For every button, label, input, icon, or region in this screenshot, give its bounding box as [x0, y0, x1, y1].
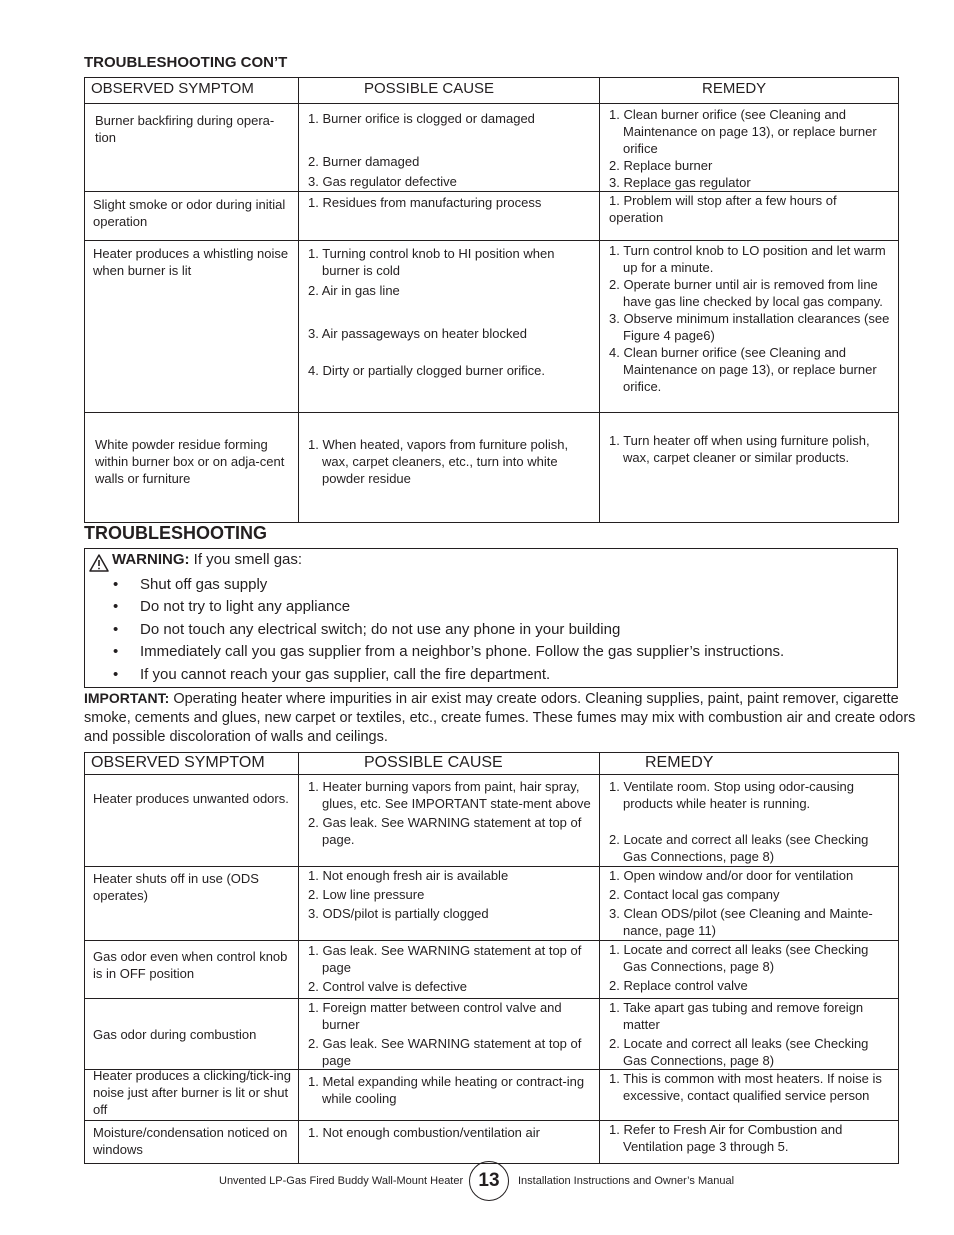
cause-item: 3. Gas regulator defective — [308, 174, 457, 189]
warning-icon — [89, 554, 109, 577]
header-symptom: OBSERVED SYMPTOM — [91, 754, 265, 771]
remedy-item: 1. Locate and correct all leaks (see Checking Gas Connections, page 8) — [609, 942, 869, 974]
cause-item: 1. Burner orifice is clogged or damaged — [308, 111, 535, 126]
symptom-text: Slight smoke or odor during initial operation — [93, 197, 286, 229]
cause-item: 1. Residues from manufacturing process — [308, 195, 542, 210]
remedy-item: 1. Turn heater off when using furniture polish, wax, carpet cleaner or similar products. — [609, 433, 870, 465]
cause-item: 1. Foreign matter between control valve and burner — [308, 1000, 562, 1032]
warning-label: WARNING: — [112, 551, 190, 568]
cause-item: 1. When heated, vapors from furniture polish, wax, carpet cleaners, etc., turn into white powder residue — [308, 437, 569, 486]
cause-item: 2. Control valve is defective — [308, 979, 467, 994]
cause-item: 2. Burner damaged — [308, 154, 420, 169]
important-note: IMPORTANT: Operating heater where impurities in air exist may create odors. Cleaning supplies, paint, paint remover, cigarette smoke, cements and glues, new carpet or textiles, etc., create fumes. These fumes may mix with combustion air and create odors and possible discoloration of walls and ceilings. — [84, 690, 916, 745]
header-cause: POSSIBLE CAUSE — [364, 754, 503, 771]
remedy-item: 3. Replace gas regulator — [609, 175, 751, 190]
cause-item: 2. Air in gas line — [308, 283, 400, 298]
table-row — [85, 999, 899, 1070]
remedy-item: 1. This is common with most heaters. If noise is excessive, contact qualified service person — [609, 1071, 882, 1103]
remedy-item: 2. Locate and correct all leaks (see Checking Gas Connections, page 8) — [609, 832, 869, 864]
remedy-item: 4. Clean burner orifice (see Cleaning and Maintenance on page 13), or replace burner orifice. — [609, 345, 877, 394]
table-row — [85, 413, 899, 523]
remedy-item: 3. Observe minimum installation clearances (see Figure 4 page6) — [609, 311, 890, 343]
header-symptom: OBSERVED SYMPTOM — [91, 80, 254, 97]
remedy-item: 2. Operate burner until air is removed from line have gas line checked by local gas company. — [609, 277, 883, 309]
symptom-text: Heater produces a clicking/tick-ing noise just after burner is lit or shut off — [93, 1068, 291, 1117]
cause-item: 1. Not enough combustion/ventilation air — [308, 1125, 540, 1140]
cause-item: 1. Gas leak. See WARNING statement at top of page — [308, 943, 582, 975]
table-row — [85, 104, 899, 192]
symptom-text: Burner backfiring during opera-tion — [95, 113, 275, 145]
table-header-row — [85, 78, 899, 104]
remedy-item: 1. Open window and/or door for ventilation — [609, 868, 854, 883]
table-row — [85, 775, 899, 867]
remedy-item: 1. Take apart gas tubing and remove foreign matter — [609, 1000, 864, 1032]
symptom-text: Heater produces a whistling noise when burner is lit — [93, 246, 289, 278]
cause-item: 1. Heater burning vapors from paint, hair spray, glues, etc. See IMPORTANT state-ment above — [308, 779, 591, 811]
remedy-item: 2. Replace control valve — [609, 978, 748, 993]
footer-manual-title: Installation Instructions and Owner’s Manual — [518, 1175, 735, 1187]
symptom-text: Moisture/condensation noticed on windows — [93, 1125, 288, 1157]
remedy-item: 2. Contact local gas company — [609, 887, 780, 902]
cause-item: 1. Metal expanding while heating or contract-ing while cooling — [308, 1074, 585, 1106]
troubleshooting-table-2 — [84, 752, 899, 1164]
symptom-text: Gas odor even when control knob is in OFF position — [93, 949, 288, 981]
table-row — [85, 241, 899, 413]
header-remedy: REMEDY — [645, 754, 714, 771]
symptom-text: Heater produces unwanted odors. — [93, 791, 289, 806]
cause-item: 1. Turning control knob to HI position when burner is cold — [308, 246, 555, 278]
table-row — [85, 1121, 899, 1164]
table-row — [85, 192, 899, 241]
table-row — [85, 867, 899, 941]
cause-item: 2. Gas leak. See WARNING statement at top of page — [308, 1036, 582, 1068]
footer-product-name: Unvented LP-Gas Fired Buddy Wall-Mount Heater — [219, 1175, 464, 1187]
cause-item: 3. Air passageways on heater blocked — [308, 326, 527, 341]
cause-item: 2. Low line pressure — [308, 887, 425, 902]
remedy-item: 1. Clean burner orifice (see Cleaning and Maintenance on page 13), or replace burner orifice — [609, 107, 877, 156]
warning-text: If you smell gas: — [189, 551, 303, 568]
troubleshooting-table-1 — [84, 77, 899, 523]
remedy-item: 3. Clean ODS/pilot (see Cleaning and Mainte-nance, page 11) — [609, 906, 873, 938]
cause-item: 3. ODS/pilot is partially clogged — [308, 906, 489, 921]
remedy-item: 1. Turn control knob to LO position and let warm up for a minute. — [609, 243, 886, 275]
header-cause: POSSIBLE CAUSE — [364, 80, 495, 97]
header-remedy: REMEDY — [702, 80, 767, 97]
page-number: 13 — [469, 1161, 509, 1201]
table-header-row — [85, 753, 899, 775]
warning-box: WARNING: If you smell gas: • Shut off gas supply • Do not try to light any appliance • Do not touch any electrical switch; do not use any phone in your building • Immediately call you gas supplier from a neighbor’s phone. Follow the gas supplier’s instructions. • If you cannot reach your gas supplier, call the fire department. — [84, 548, 898, 688]
cause-item: 1. Not enough fresh air is available — [308, 868, 509, 883]
symptom-text: Heater shuts off in use (ODS operates) — [93, 871, 259, 903]
table-row — [85, 941, 899, 999]
section-title: TROUBLESHOOTING — [84, 523, 267, 543]
remedy-item: 1. Problem will stop after a few hours of operation — [609, 193, 837, 225]
section-title: TROUBLESHOOTING CON’T — [84, 54, 288, 71]
remedy-item: 2. Replace burner — [609, 158, 713, 173]
remedy-item: 2. Locate and correct all leaks (see Checking Gas Connections, page 8) — [609, 1036, 869, 1068]
table-row — [85, 1070, 899, 1121]
remedy-item: 1. Ventilate room. Stop using odor-causing products while heater is running. — [609, 779, 854, 811]
symptom-text: White powder residue forming within burner box or on adja-cent walls or furniture — [95, 437, 285, 486]
cause-item: 4. Dirty or partially clogged burner orifice. — [308, 363, 545, 378]
cause-item: 2. Gas leak. See WARNING statement at top of page. — [308, 815, 582, 847]
remedy-item: 1. Refer to Fresh Air for Combustion and Ventilation page 3 through 5. — [609, 1122, 843, 1154]
symptom-text: Gas odor during combustion — [93, 1027, 257, 1042]
